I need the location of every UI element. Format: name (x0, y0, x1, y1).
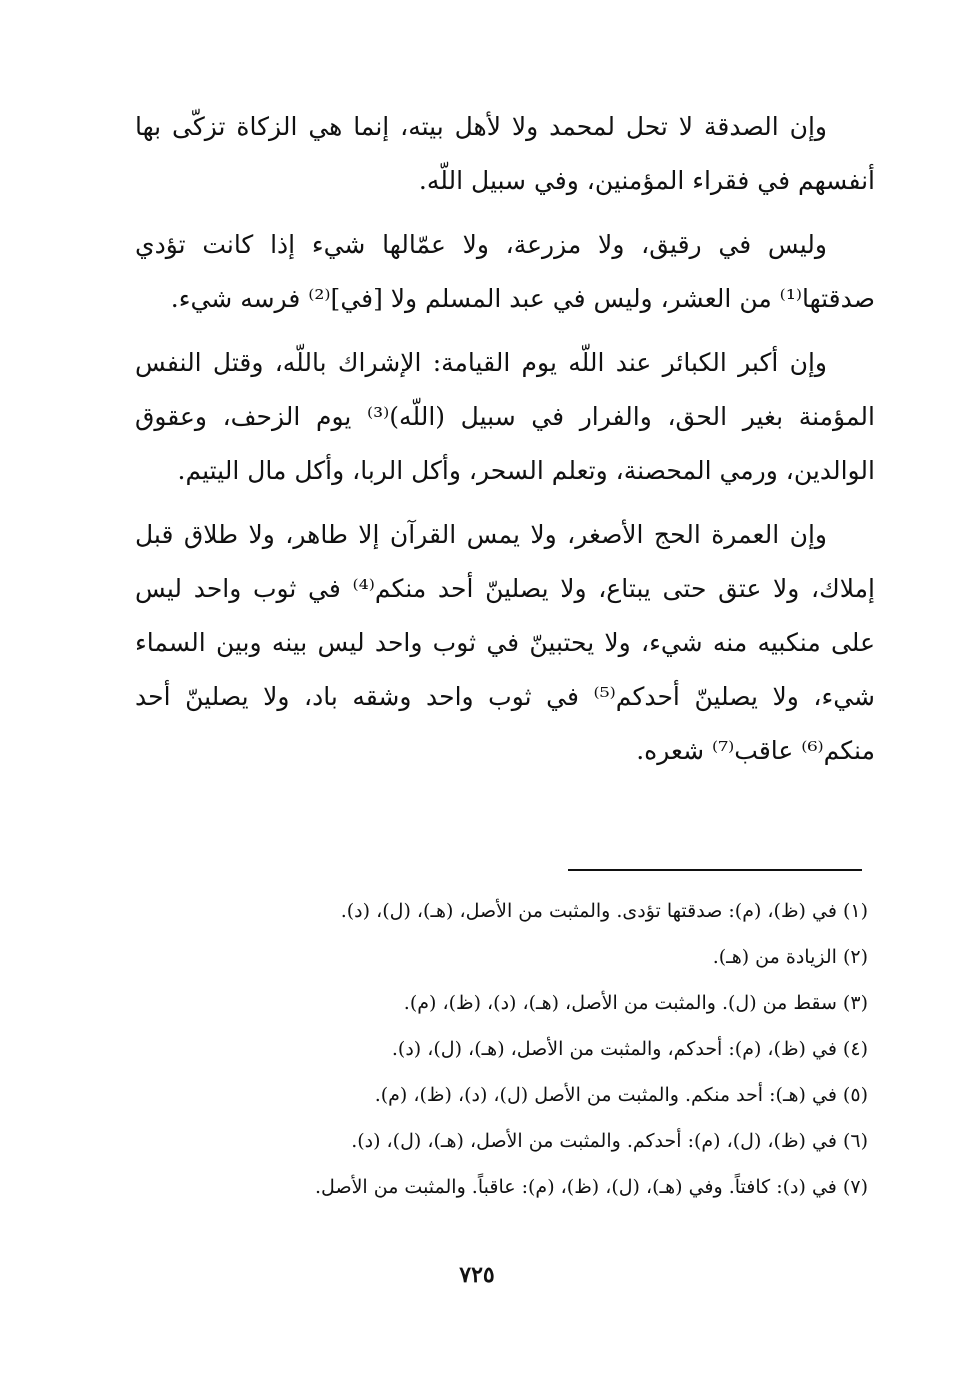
paragraph-4: وإن العمرة الحج الأصغر، ولا يمس القرآن إلا طاهر، ولا طلاق قبل إملاك، ولا عتق حتى يبتاع، ولا يصلينّ أحد منكم⁽⁴⁾ في ثوب واحد ليس على منكبيه منه شيء، ولا يحتبينّ في ثوب واحد ليس بينه وبين السماء شيء، ولا يصلينّ أحدكم⁽⁵⁾ في ثوب واحد وشقه باد، ولا يصلينّ أحد منكم⁽⁶⁾ عاقب⁽⁷⁾ شعره. (135, 520, 875, 765)
footnote-3: (٣) سقط من (ل). والمثبت من الأصل، (هـ)، (د)، (ظ)، (م). (403, 992, 868, 1014)
footnote-7: (٧) في (د): كافتاً. وفي (هـ)، (ل)، (ظ)، (م): عاقباً. والمثبت من الأصل. (315, 1176, 868, 1198)
footnote-6: (٦) في (ظ)، (ل)، (م): أحدكم. والمثبت من الأصل، (هـ)، (ل)، (د). (351, 1130, 868, 1152)
footnote-5: (٥) في (هـ): أحد منكم. والمثبت من الأصل (ل)، (د)، (ظ)، (م). (374, 1084, 868, 1106)
paragraph-1: وإن الصدقة لا تحل لمحمد ولا لأهل بيته، إنما هي الزكاة تزكّى بها أنفسهم في فقراء المؤمنين، وفي سبيل اللّه. (135, 112, 875, 195)
paragraph-2: وليس في رقيق، ولا مزرعة، ولا عمّالها شيء إذا كانت تؤدي صدقتها⁽¹⁾ من العشر، وليس في عبد المسلم ولا [في]⁽²⁾ فرسه شيء. (135, 230, 875, 313)
footnote-2: (٢) الزيادة من (هـ). (712, 946, 868, 968)
page-number: ٧٢٥ (459, 1262, 495, 1288)
footnote-4: (٤) في (ظ)، (م): أحدكم، والمثبت من الأصل، (هـ)، (ل)، (د). (391, 1038, 868, 1060)
main-text (135, 100, 875, 778)
paragraph-3: وإن أكبر الكبائر عند اللّه يوم القيامة: الإشراك باللّه، وقتل النفس المؤمنة بغير الحق، والفرار في سبيل (اللّه)⁽³⁾ يوم الزحف، وعقوق الوالدين، ورمي المحصنة، وتعلم السحر، وأكل الربا، وأكل مال اليتيم. (135, 348, 875, 485)
footnote-separator (568, 869, 862, 871)
footnotes (140, 888, 868, 1210)
footnote-1: (١) في (ظ)، (م): صدقتها تؤدى. والمثبت من الأصل، (هـ)، (ل)، (د). (340, 900, 868, 922)
